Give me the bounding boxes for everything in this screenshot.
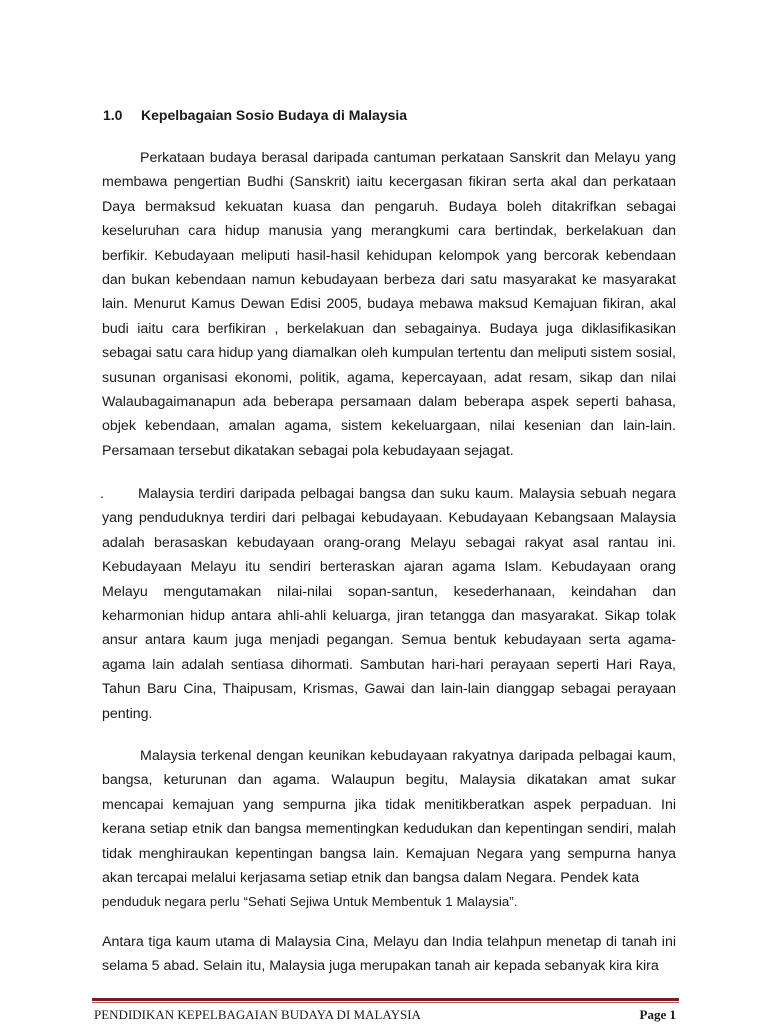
- section-title: Kepelbagaian Sosio Budaya di Malaysia: [141, 107, 408, 123]
- paragraph-unity-text: Malaysia terkenal dengan keunikan kebudayaan rakyatnya daripada pelbagai kaum, bangsa, keturunan dan agama. Walaupun begitu, Malaysia dikatakan amat sukar mencapai kemajuan yang sempurna jika tidak menitikberatkan aspek perpaduan. Ini kerana setiap etnik dan bangsa mementingkan kedudukan dan kepentingan sendiri, malah tidak menghiraukan kepentingan bangsa lain. Kemajuan Negara yang sempurna hanya akan tercapai melalui kerjasama setiap etnik dan bangsa dalam Negara. Pendek kata: [102, 748, 676, 887]
- paragraph-three-main-races: Antara tiga kaum utama di Malaysia Cina, Melayu dan India telahpun menetap di tanah ini selama 5 abad. Selain itu, Malaysia juga merupakan tanah air kepada sebanyak kira kira: [102, 934, 676, 975]
- paragraph-unity-closing: penduduk negara perlu “Sehati Sejiwa Untuk Membentuk 1 Malaysia”.: [102, 894, 518, 910]
- paragraph-marker: .: [100, 486, 104, 502]
- paragraph-definition-of-culture: Perkataan budaya berasal daripada cantuman perkataan Sanskrit dan Melayu yang membawa pengertian Budhi (Sanskrit) iaitu kecergasan fikiran serta akal dan perkataan Daya bermaksud kekuatan kuasa dan pengaruh. Budaya boleh ditakrifkan sebagai keseluruhan cara hidup manusia yang merangkumi cara bertindak, berkelakuan dan berfikir. Kebudayaan meliputi hasil-hasil kehidupan kelompok yang bercorak kebendaan dan bukan kebendaan namun kebudayaan berbeza dari satu masyarakat ke masyarakat lain. Menurut Kamus Dewan Edisi 2005, budaya mebawa maksud Kemajuan fikiran, akal budi iaitu cara berfikiran , berkelakuan dan sebagainya. Budaya juga diklasifikasikan sebagai satu cara hidup yang diamalkan oleh kumpulan tertentu dan meliputi sistem sosial, susunan organisasi ekonomi, politik, agama, kepercayaan, adat resam, sikap dan nilai Walaubagaimanapun ada beberapa persamaan dalam beberapa aspek seperti bahasa, objek kebendaan, amalan agama, sistem kekeluargaan, nilai kesenian dan lain-lain. Persamaan tersebut dikatakan sebagai pola kebudayaan sejagat.: [102, 150, 676, 459]
- section-number: 1.0: [103, 107, 123, 123]
- paragraph-malaysia-diversity: [102, 482, 676, 726]
- footer-divider-thin: [92, 1002, 679, 1003]
- page-number: Page 1: [639, 1007, 676, 1022]
- footer-divider: [92, 998, 679, 1001]
- paragraph-malaysia-diversity-text: Malaysia terdiri daripada pelbagai bangsa dan suku kaum. Malaysia sebuah negara yang penduduknya terdiri dari pelbagai kebudayaan. Kebudayaan Kebangsaan Malaysia adalah berasaskan kebudayaan orang-orang Melayu sebagai rakyat asal rantau ini. Kebudayaan Melayu itu sendiri berteraskan ajaran agama Islam. Kebudayaan orang Melayu mengutamakan nilai-nilai sopan-santun, kesederhanaan, keindahan dan keharmonian hidup antara ahli-ahli keluarga, jiran tetangga dan masyarakat. Sikap tolak ansur antara kaum juga menjadi pegangan. Semua bentuk kebudayaan serta agama-agama lain adalah sentiasa dihormati. Sambutan hari-hari perayaan seperti Hari Raya, Tahun Baru Cina, Thaipusam, Krismas, Gawai dan lain-lain dianggap sebagai perayaan penting.: [102, 486, 676, 722]
- footer-title: PENDIDIKAN KEPELBAGAIAN BUDAYA DI MALAYSIA: [94, 1007, 421, 1022]
- section-heading: [103, 107, 407, 123]
- paragraph-unity: [102, 744, 676, 915]
